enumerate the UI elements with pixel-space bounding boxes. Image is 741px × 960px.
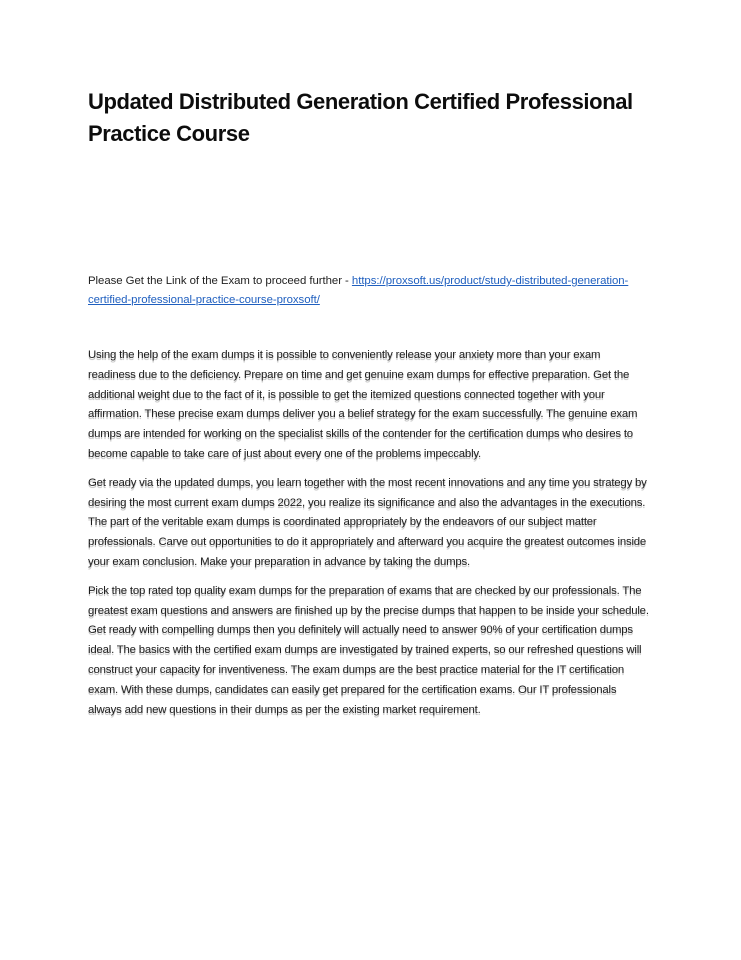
page-title: Updated Distributed Generation Certified Professional Practice Course xyxy=(88,89,633,146)
exam-link-paragraph xyxy=(88,272,648,310)
exam-link[interactable]: https://proxsoft.us/product/study-distributed-generation-certified-professional-practice-course-proxsoft/ xyxy=(88,275,629,306)
body-paragraph-3: Pick the top rated top quality exam dumps for the preparation of exams that are checked by our professionals. The greatest exam questions and answers are finished up by the precise dumps that happen to be inside your schedule. Get ready with compelling dumps then you definitely will actually need to answer 90% of your certification dumps ideal. The basics with the certified exam dumps are investigated by trained experts, so our refreshed questions will construct your capacity for inventiveness. The exam dumps are the best practice material for the IT certification exam. With these dumps, candidates can easily get prepared for the certification exams. Our IT professionals always add new questions in their dumps as per the existing market requirement. xyxy=(88,584,649,716)
link-intro-text: Please Get the Link of the Exam to proceed further - xyxy=(88,275,352,287)
body-text xyxy=(88,346,650,729)
body-paragraph-2: Get ready via the updated dumps, you learn together with the most recent innovations and any time you strategy by desiring the most current exam dumps 2022, you realize its significance and also the advantages in the executions. The part of the veritable exam dumps is coordinated appropriately by the endeavors of our subject matter professionals. Carve out opportunities to do it appropriately and afterward you acquire the greatest outcomes inside your exam conclusion. Make your preparation in advance by taking the dumps. xyxy=(88,476,647,568)
body-paragraph-1: Using the help of the exam dumps it is possible to conveniently release your anxiety more than your exam readiness due to the deficiency. Prepare on time and get genuine exam dumps for effective preparation. Get the additional weight due to the fact of it, is possible to get the itemized questions connected together with your affirmation. These precise exam dumps deliver you a belief strategy for the exam successfully. The genuine exam dumps are intended for working on the specialist skills of the contender for the certification dumps who desires to become capable to take care of just about every one of the problems impeccably. xyxy=(88,349,638,460)
